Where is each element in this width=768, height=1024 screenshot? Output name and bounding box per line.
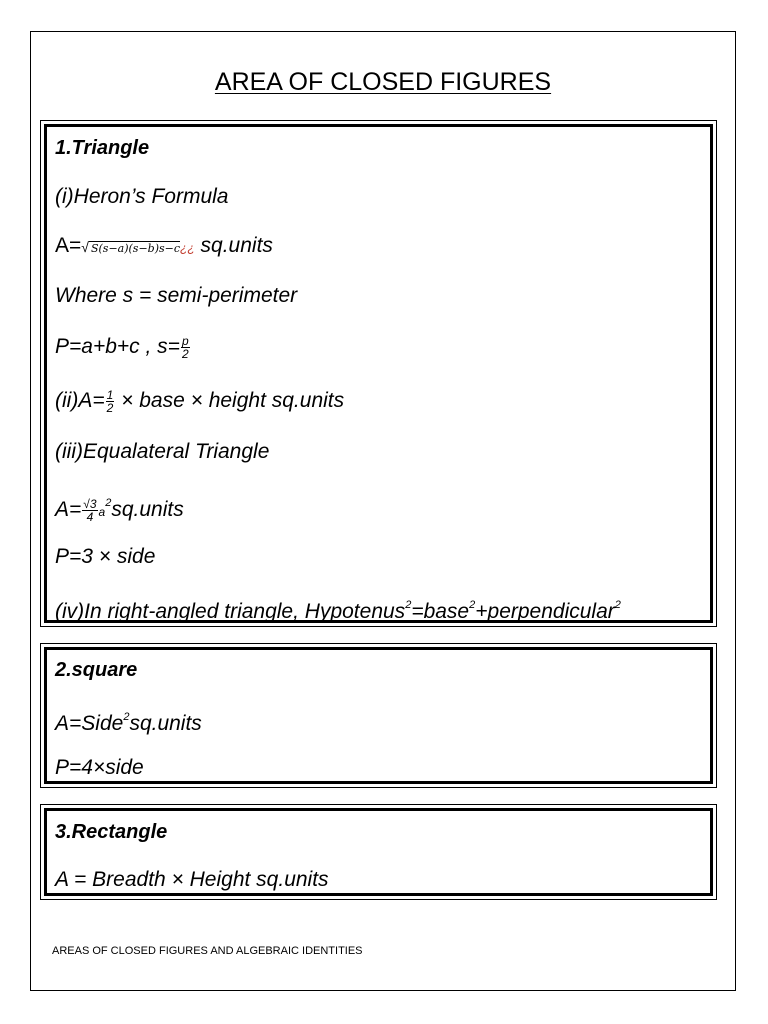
square-area-prefix: A=Side (55, 712, 124, 735)
heron-marks: ¿¿ (180, 241, 195, 255)
rectangle-heading: 3.Rectangle (55, 821, 168, 843)
perimeter-den: 2 (181, 346, 189, 361)
equilateral-area (55, 492, 184, 525)
ii-prefix: (ii)A= (55, 389, 105, 412)
square-area (55, 706, 202, 737)
area-half-base-height (55, 388, 344, 414)
rectangle-area: A = Breadth × Height sq.units (55, 868, 329, 891)
heron-suffix: sq.units (200, 234, 273, 257)
heron-formula (55, 233, 273, 262)
square-area-suffix: sq.units (129, 712, 202, 735)
heron-label: (i)Heron’s Formula (55, 185, 229, 208)
ii-num: 1 (106, 387, 114, 402)
square-section-border (44, 647, 713, 784)
heron-radical: S(s−a)(s−b)s−c (90, 242, 181, 255)
iv-part3: +perpendicular (475, 600, 615, 623)
iii-prefix: A= (55, 498, 82, 521)
square-section (40, 643, 717, 788)
ii-fraction (106, 389, 115, 414)
heron-prefix: A= (55, 234, 82, 257)
rectangle-section-border (44, 808, 713, 896)
square-heading: 2.square (55, 659, 138, 681)
equilateral-perimeter: P=3 × side (55, 545, 156, 568)
perimeter-num: p (181, 333, 189, 348)
triangle-heading: 1.Triangle (55, 137, 150, 159)
page-title: AREA OF CLOSED FIGURES (214, 68, 552, 96)
triangle-section-border (44, 124, 713, 623)
where-line: Where s = semi-perimeter (55, 284, 298, 307)
iii-suffix: sq.units (111, 498, 184, 521)
perimeter-line (55, 334, 191, 360)
ii-suffix: × base × height sq.units (121, 389, 345, 412)
iv-part1: (iv)In right-angled triangle, Hypotenus (55, 600, 406, 623)
square-perimeter: P=4×side (55, 756, 144, 779)
iv-exp2: 2 (469, 599, 476, 611)
ii-den: 2 (106, 400, 114, 415)
iv-exp1: 2 (405, 599, 412, 611)
equilateral-label: (iii)Equalateral Triangle (55, 440, 270, 463)
square-area-exp: 2 (123, 711, 130, 723)
page-footer: AREAS OF CLOSED FIGURES AND ALGEBRAIC IDENTITIES (52, 945, 363, 957)
pythagoras-line (55, 594, 621, 625)
perimeter-fraction (181, 335, 190, 360)
iv-exp3: 2 (614, 599, 621, 611)
rectangle-section (40, 804, 717, 900)
iii-fraction (82, 498, 97, 523)
perimeter-prefix: P=a+b+c , s= (55, 335, 180, 358)
iii-num: √3 (83, 496, 97, 511)
iii-den: 4 (86, 509, 94, 524)
triangle-section (40, 120, 717, 627)
iv-part2: =base (411, 600, 470, 623)
iii-var: a (98, 505, 106, 519)
radical-icon: √ (81, 239, 89, 255)
iii-exp: 2 (105, 497, 112, 509)
